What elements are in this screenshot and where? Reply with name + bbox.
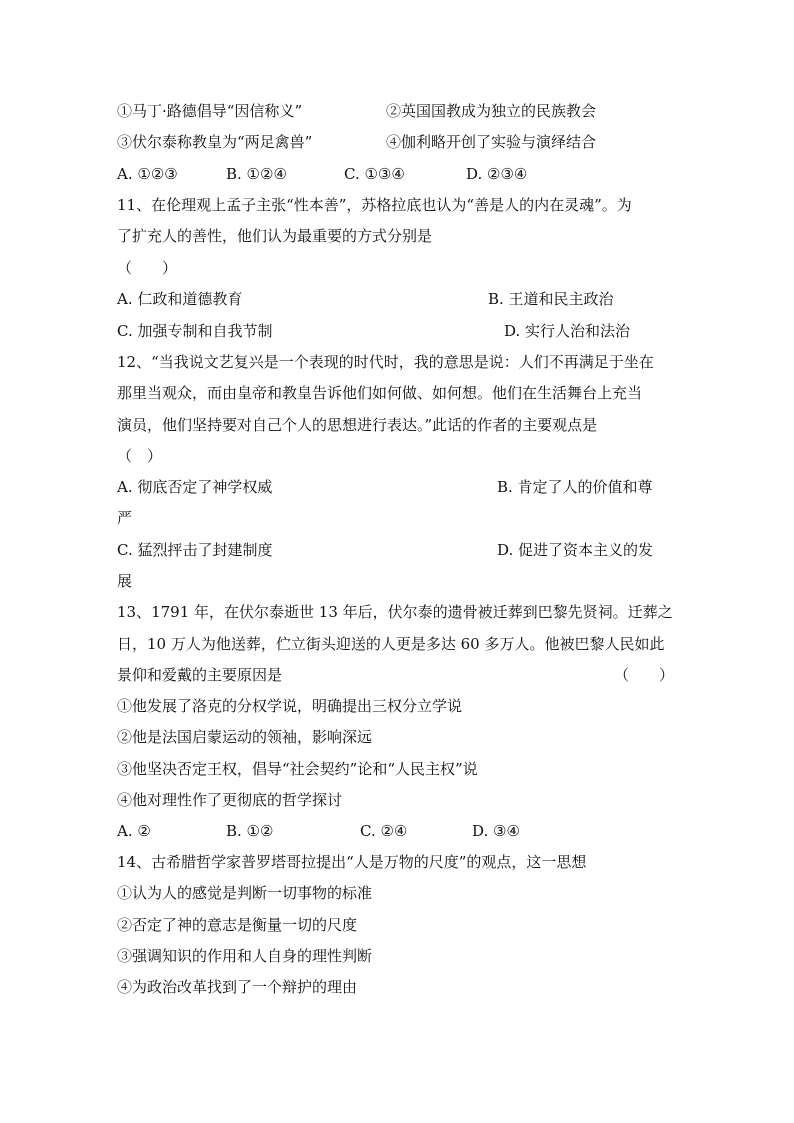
q11-answer-bracket: （ ）	[117, 259, 178, 277]
q14-option-4: ④为政治改革找到了一个辩护的理由	[117, 978, 358, 996]
q12-stem-line-1: 12、“当我说文艺复兴是一个表现的时代时，我的意思是说：人们不再满足于坐在	[117, 353, 654, 371]
q13-option-1: ①他发展了洛克的分权学说，明确提出三权分立学说	[117, 697, 463, 715]
q10-choice-a: A. ①②③	[117, 165, 178, 183]
q13-choice-d: D. ③④	[472, 822, 520, 840]
q10-option-1: ①马丁·路德倡导“因信称义”	[117, 102, 303, 120]
q12-choice-b: B. 肯定了人的价值和尊	[497, 478, 653, 496]
q10-option-3: ③伏尔泰称教皇为“两足禽兽”	[117, 133, 313, 151]
q10-option-4: ④伽利略开创了实验与演绎结合	[386, 133, 597, 151]
q12-choice-d: D. 促进了资本主义的发	[497, 541, 654, 559]
q11-choice-d: D. 实行人治和法治	[504, 322, 631, 340]
q11-stem-line-1: 11、在伦理观上孟子主张“性本善”，苏格拉底也认为“善是人的内在灵魂”。为	[117, 196, 632, 214]
q13-option-4: ④他对理性作了更彻底的哲学探讨	[117, 791, 343, 809]
q11-choice-a: A. 仁政和道德教育	[117, 290, 243, 308]
q10-choice-b: B. ①②④	[226, 165, 287, 183]
q10-choice-c: C. ①③④	[344, 165, 405, 183]
q11-choice-b: B. 王道和民主政治	[488, 290, 614, 308]
q13-choice-c: C. ②④	[360, 822, 408, 840]
q12-choice-d-wrap: 展	[117, 572, 133, 590]
q13-choice-b: B. ①②	[226, 822, 274, 840]
q12-stem-line-3: 演员，他们坚持要对自己个人的思想进行表达。”此话的作者的主要观点是	[117, 416, 598, 434]
q12-answer-bracket: （ ）	[117, 447, 163, 465]
q14-option-1: ①认为人的感觉是判断一切事物的标准	[117, 884, 373, 902]
q13-option-2: ②他是法国启蒙运动的领袖，影响深远	[117, 728, 373, 746]
q13-stem-line-2: 日，10 万人为他送葬，伫立街头迎送的人更是多达 60 多万人。他被巴黎人民如此	[117, 635, 665, 653]
q13-stem-line-1: 13、1791 年，在伏尔泰逝世 13 年后，伏尔泰的遗骨被迁葬到巴黎先贤祠。迁葬之	[117, 603, 673, 621]
q13-choice-a: A. ②	[117, 822, 151, 840]
q13-stem-line-3: 景仰和爱戴的主要原因是	[117, 666, 283, 684]
q12-stem-line-2: 那里当观众，而由皇帝和教皇告诉他们如何做、如何想。他们在生活舞台上充当	[117, 384, 643, 402]
q12-choice-b-wrap: 严	[117, 509, 133, 527]
q12-choice-a: A. 彻底否定了神学权威	[117, 478, 273, 496]
q14-stem-line-1: 14、古希腊哲学家普罗塔哥拉提出“人是万物的尺度”的观点，这一思想	[117, 853, 587, 871]
q14-option-2: ②否定了神的意志是衡量一切的尺度	[117, 916, 358, 934]
q14-option-3: ③强调知识的作用和人自身的理性判断	[117, 947, 373, 965]
q13-answer-bracket: （ ）	[614, 666, 675, 684]
q11-stem-line-2: 了扩充人的善性，他们认为最重要的方式分别是	[117, 227, 433, 245]
q11-choice-c: C. 加强专制和自我节制	[117, 322, 273, 340]
q12-choice-c: C. 猛烈抨击了封建制度	[117, 541, 273, 559]
q13-option-3: ③他坚决否定王权，倡导“社会契约”论和“人民主权”说	[117, 760, 478, 778]
q10-choice-d: D. ②③④	[466, 165, 528, 183]
q10-option-2: ②英国国教成为独立的民族教会	[386, 102, 597, 120]
